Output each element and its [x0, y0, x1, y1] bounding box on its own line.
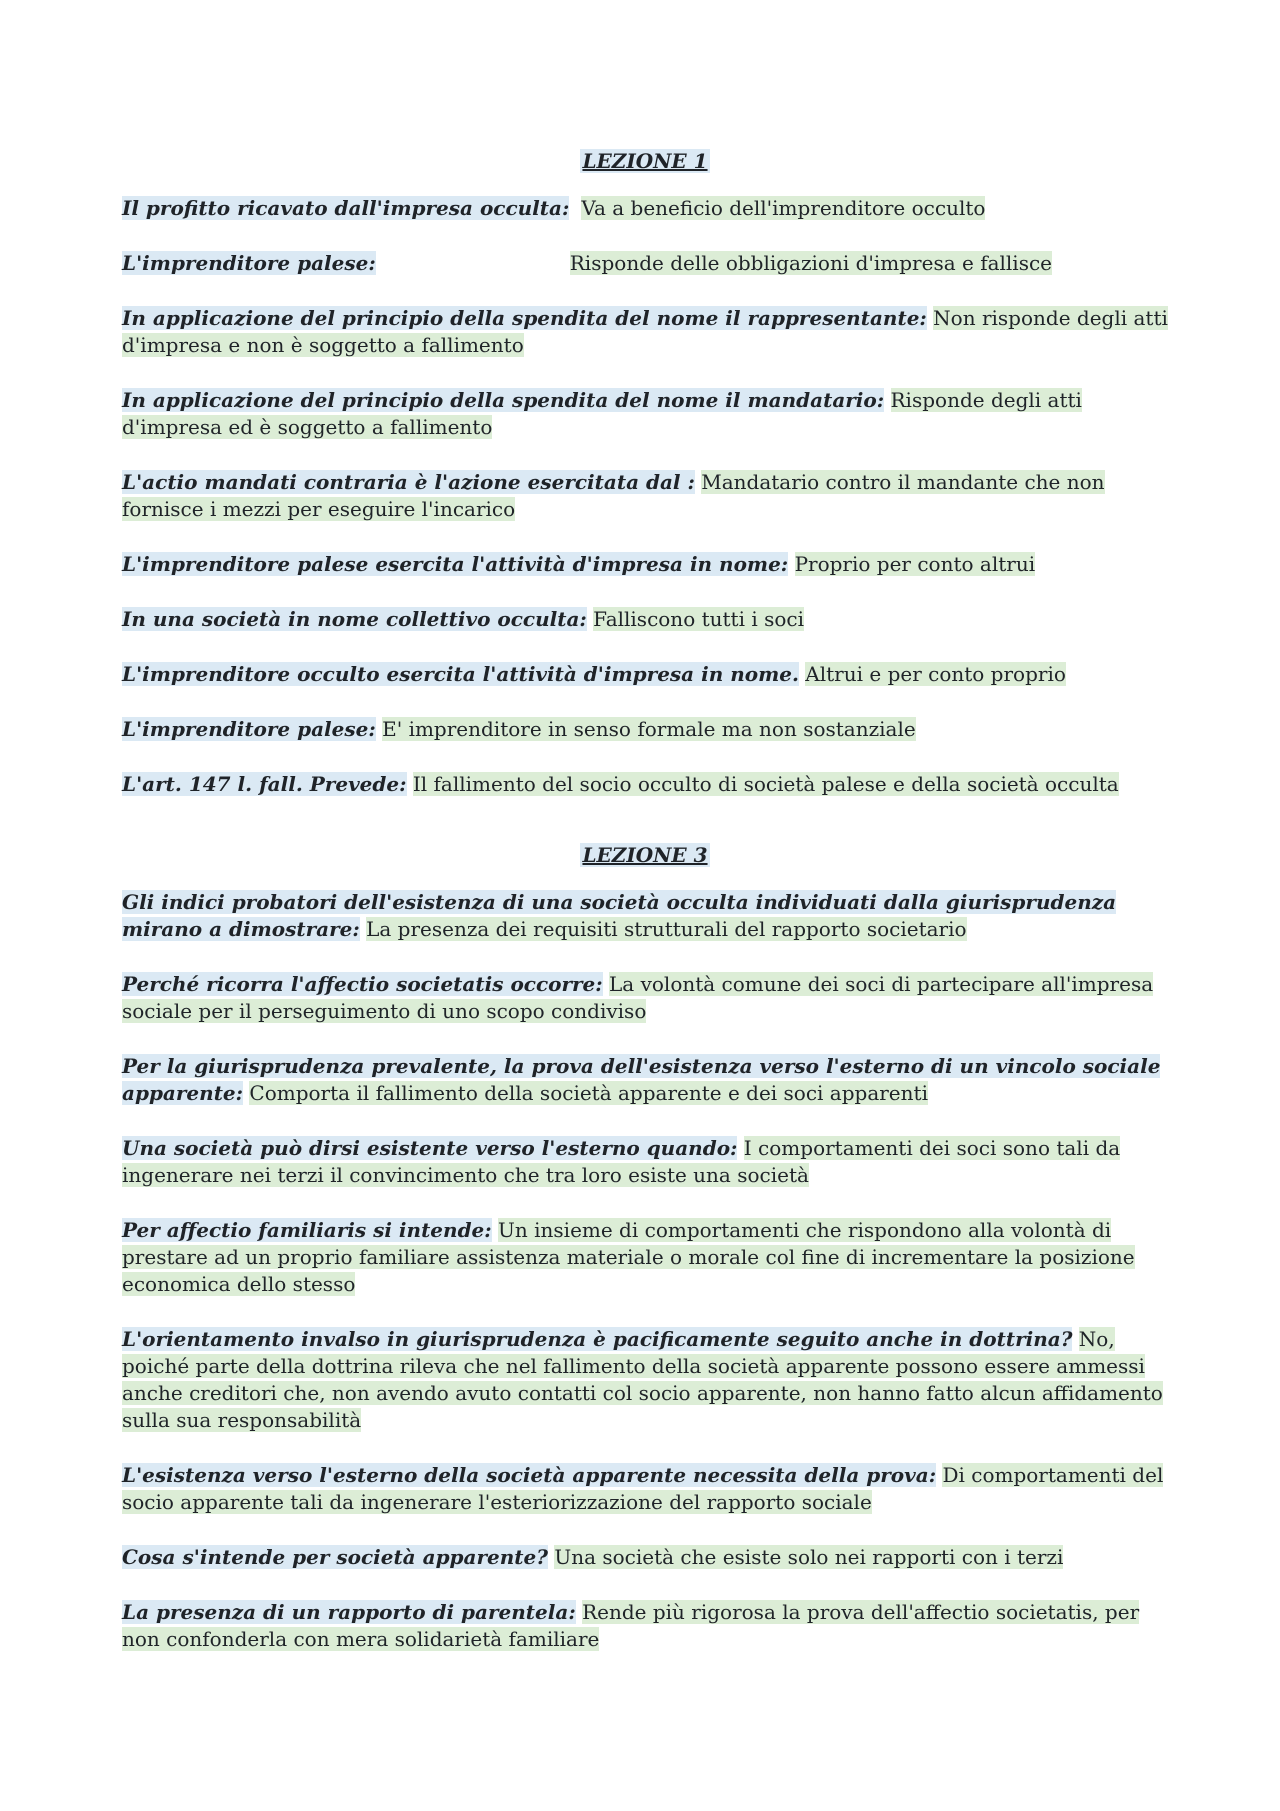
answer: Mandatario contro il mandante che non fornisce i mezzi per eseguire l'incarico — [122, 470, 1105, 521]
qa-item — [122, 305, 1168, 359]
document-page — [122, 148, 1168, 1681]
answer: Proprio per conto altrui — [794, 552, 1036, 576]
question: L'imprenditore palese esercita l'attività d'impresa in nome: — [122, 552, 789, 576]
section-title: LEZIONE 3 — [582, 843, 708, 867]
question: Cosa s'intende per società apparente? — [122, 1545, 548, 1569]
qa-item — [122, 1326, 1168, 1434]
answer: No, poiché parte della dottrina rileva che nel fallimento della società apparente possono essere ammessi anche creditori che, non avendo avuto contatti col socio apparente, non hanno fatto alcun affidamento sulla sua responsabilità — [122, 1327, 1163, 1432]
qa-item — [122, 387, 1168, 441]
answer: Risponde degli atti d'impresa ed è soggetto a fallimento — [122, 388, 1082, 439]
qa-item — [122, 971, 1168, 1025]
qa-item — [122, 661, 1168, 688]
answer: Va a beneficio dell'imprenditore occulto — [581, 196, 986, 220]
answer: Una società che esiste solo nei rapporti con i terzi — [554, 1545, 1064, 1569]
qa-item — [122, 1053, 1168, 1107]
answer: I comportamenti dei soci sono tali da ingenerare nei terzi il convincimento che tra loro esiste una società — [122, 1136, 1121, 1187]
question: L'orientamento invalso in giurisprudenza è pacificamente seguito anche in dottrina? — [122, 1327, 1073, 1351]
qa-item — [122, 195, 1168, 222]
qa-item — [122, 889, 1168, 943]
section-lezione-1 — [122, 148, 1168, 798]
answer: Di comportamenti del socio apparente tali da ingenerare l'esteriorizzazione del rapporto sociale — [122, 1463, 1164, 1514]
answer: Altrui e per conto proprio — [805, 662, 1066, 686]
question: Il profitto ricavato dall'impresa occulta: — [122, 196, 570, 220]
question: La presenza di un rapporto di parentela: — [122, 1600, 576, 1624]
qa-item — [122, 551, 1168, 578]
question: L'art. 147 l. fall. Prevede: — [122, 772, 407, 796]
question: L'imprenditore occulto esercita l'attività d'impresa in nome. — [122, 662, 799, 686]
answer: Risponde delle obbligazioni d'impresa e fallisce — [569, 251, 1053, 275]
question: In applicazione del principio della spendita del nome il rappresentante: — [122, 306, 927, 330]
qa-item — [122, 1135, 1168, 1189]
question: Gli indici probatori dell'esistenza di una società occulta individuati dalla giurisprudenza mirano a dimostrare: — [122, 890, 1117, 941]
qa-item — [122, 1544, 1168, 1571]
answer: Comporta il fallimento della società apparente e dei soci apparenti — [249, 1081, 928, 1105]
answer: E' imprenditore in senso formale ma non sostanziale — [382, 717, 916, 741]
qa-item — [122, 1217, 1168, 1298]
qa-item — [122, 606, 1168, 633]
question: L'imprenditore palese: — [122, 717, 376, 741]
section-lezione-3 — [122, 842, 1168, 1653]
question: Per affectio familiaris si intende: — [122, 1218, 492, 1242]
question: Una società può dirsi esistente verso l'esterno quando: — [122, 1136, 738, 1160]
answer: La presenza dei requisiti strutturali del rapporto societario — [366, 917, 967, 941]
question: L'imprenditore palese: — [122, 251, 376, 275]
section-title: LEZIONE 1 — [582, 149, 708, 173]
question: Perché ricorra l'affectio societatis occorre: — [122, 972, 603, 996]
answer: La volontà comune dei soci di partecipare all'impresa sociale per il perseguimento di uno scopo condiviso — [122, 972, 1154, 1023]
question: L'actio mandati contraria è l'azione esercitata dal : — [122, 470, 695, 494]
answer: Il fallimento del socio occulto di società palese e della società occulta — [412, 772, 1119, 796]
qa-item — [122, 1599, 1168, 1653]
qa-item — [122, 469, 1168, 523]
qa-item — [122, 771, 1168, 798]
qa-item — [122, 1462, 1168, 1516]
answer: Un insieme di comportamenti che rispondono alla volontà di prestare ad un proprio familiare assistenza materiale o morale col fine di incrementare la posizione economica dello stesso — [122, 1218, 1135, 1296]
question: Per la giurisprudenza prevalente, la prova dell'esistenza verso l'esterno di un vincolo sociale apparente: — [122, 1054, 1161, 1105]
qa-item — [122, 250, 1168, 277]
question: L'esistenza verso l'esterno della società apparente necessita della prova: — [122, 1463, 937, 1487]
answer: Non risponde degli atti d'impresa e non è soggetto a fallimento — [122, 306, 1168, 357]
answer: Rende più rigorosa la prova dell'affectio societatis, per non confonderla con mera solidarietà familiare — [122, 1600, 1140, 1651]
answer: Falliscono tutti i soci — [593, 607, 804, 631]
question: In applicazione del principio della spendita del nome il mandatario: — [122, 388, 885, 412]
qa-item — [122, 716, 1168, 743]
question: In una società in nome collettivo occulta: — [122, 607, 587, 631]
